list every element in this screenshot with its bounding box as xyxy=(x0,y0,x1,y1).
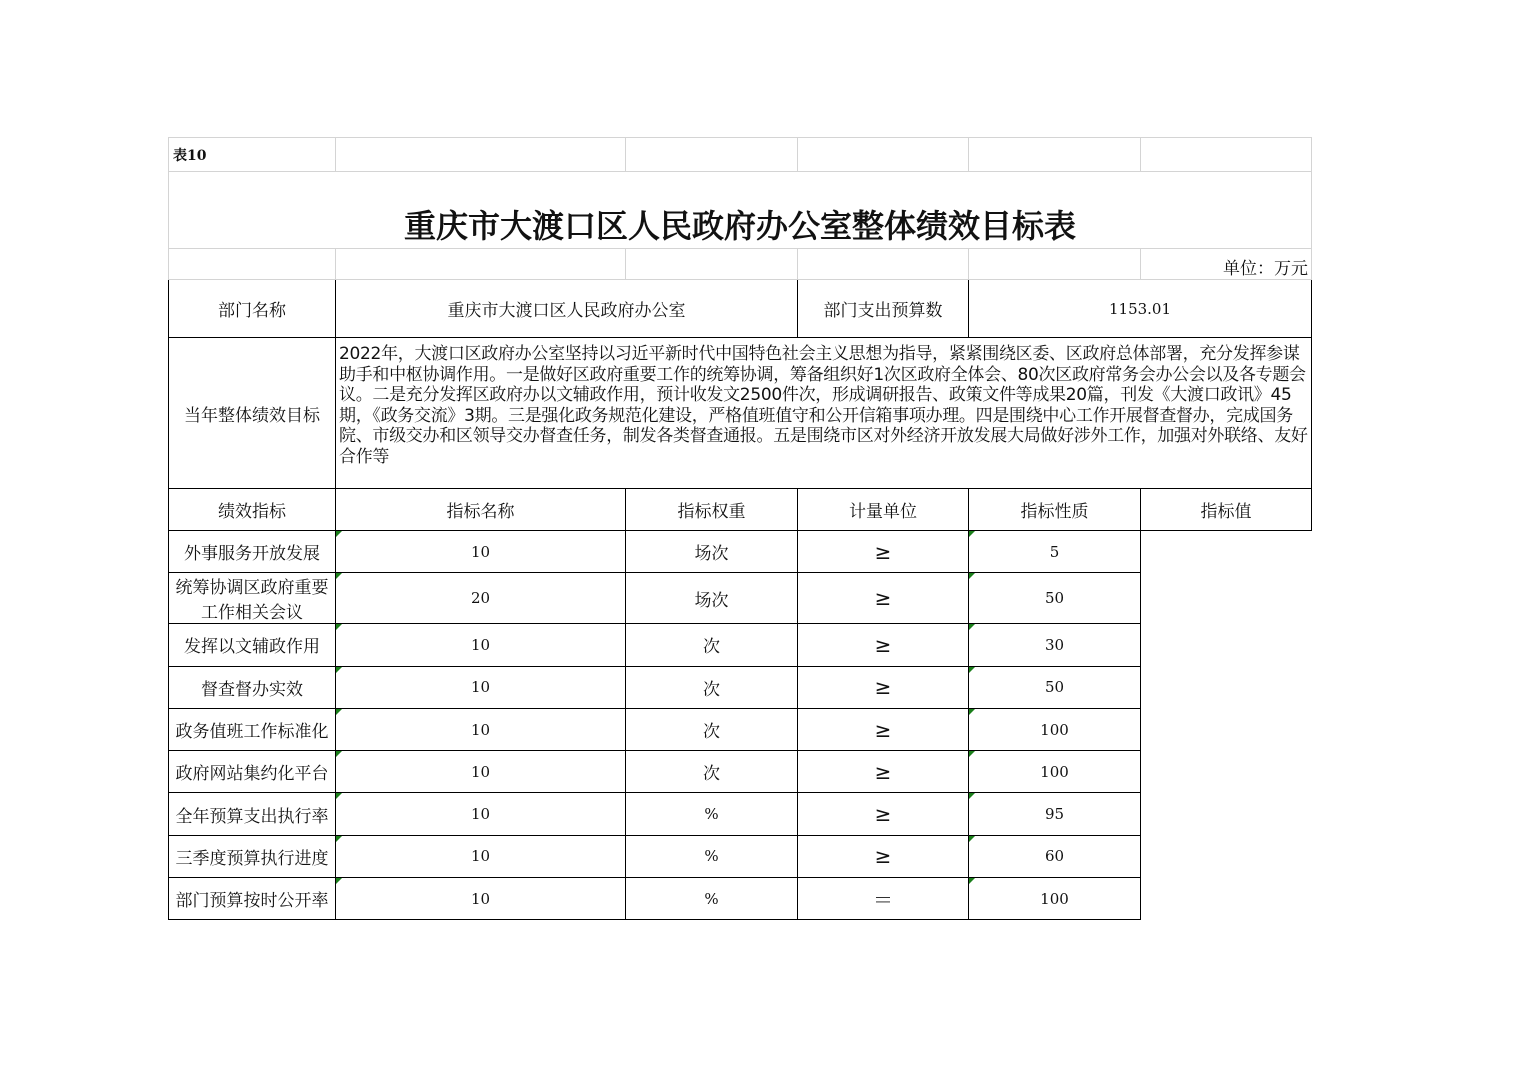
indicator-weight: 20 xyxy=(336,573,626,624)
indicator-nature: ≥ xyxy=(798,708,969,750)
indicator-unit: 次 xyxy=(626,708,798,750)
dept-name-label: 部门名称 xyxy=(169,280,336,338)
indicator-unit: 次 xyxy=(626,666,798,708)
indicator-unit: 次 xyxy=(626,751,798,793)
budget-label: 部门支出预算数 xyxy=(798,280,969,338)
indicator-value: 95 xyxy=(969,793,1141,835)
indicator-name: 统筹协调区政府重要工作相关会议 xyxy=(169,573,336,624)
indicator-name: 政府网站集约化平台 xyxy=(169,751,336,793)
indicator-name: 部门预算按时公开率 xyxy=(169,878,336,920)
header-nature: 指标性质 xyxy=(969,489,1141,531)
indicator-name: 外事服务开放发展 xyxy=(169,531,336,573)
indicator-value: 30 xyxy=(969,624,1141,666)
performance-target-table xyxy=(168,137,1312,920)
budget-value: 1153.01 xyxy=(969,280,1312,338)
indicator-name: 督查督办实效 xyxy=(169,666,336,708)
indicator-nature: ＝ xyxy=(798,878,969,920)
indicator-weight: 10 xyxy=(336,624,626,666)
indicators-label: 绩效指标 xyxy=(169,489,336,531)
header-weight: 指标权重 xyxy=(626,489,798,531)
indicator-weight: 10 xyxy=(336,708,626,750)
dept-name-value: 重庆市大渡口区人民政府办公室 xyxy=(336,280,798,338)
indicator-value: 100 xyxy=(969,708,1141,750)
indicator-name: 全年预算支出执行率 xyxy=(169,793,336,835)
indicator-nature: ≥ xyxy=(798,751,969,793)
table-row xyxy=(169,793,1312,835)
unit-label: 单位：万元 xyxy=(1141,249,1312,280)
indicator-value: 50 xyxy=(969,573,1141,624)
table-row xyxy=(169,751,1312,793)
indicator-unit: 场次 xyxy=(626,531,798,573)
indicator-weight: 10 xyxy=(336,835,626,877)
indicator-weight: 10 xyxy=(336,531,626,573)
header-value: 指标值 xyxy=(1141,489,1312,531)
indicator-value: 5 xyxy=(969,531,1141,573)
indicator-value: 100 xyxy=(969,751,1141,793)
indicator-name: 三季度预算执行进度 xyxy=(169,835,336,877)
indicator-name: 发挥以文辅政作用 xyxy=(169,624,336,666)
table-row xyxy=(169,531,1312,573)
indicator-nature: ≥ xyxy=(798,624,969,666)
goal-label: 当年整体绩效目标 xyxy=(169,338,336,489)
header-name: 指标名称 xyxy=(336,489,626,531)
indicator-value: 50 xyxy=(969,666,1141,708)
indicator-weight: 10 xyxy=(336,666,626,708)
indicator-unit: % xyxy=(626,793,798,835)
goal-text: 2022年，大渡口区政府办公室坚持以习近平新时代中国特色社会主义思想为指导，紧紧围绕区委、区政府总体部署，充分发挥参谋助手和中枢协调作用。一是做好区政府重要工作的统筹协调，筹备组织好1次区政府全体会、80次区政府常务会办公会以及各专题会议。二是充分发挥区政府办以文辅政作用，预计收发文2500件次，形成调研报告、政策文件等成果20篇，刊发《大渡口政讯》45期，《政务交流》3期。三是强化政务规范化建设，严格值班值守和公开信箱事项办理。四是围绕中心工作开展督查督办，完成国务院、市级交办和区领导交办督查任务，制发各类督查通报。五是围绕市区对外经济开放发展大局做好涉外工作，加强对外联络、友好合作等 xyxy=(336,338,1312,489)
indicator-weight: 10 xyxy=(336,793,626,835)
indicator-weight: 10 xyxy=(336,878,626,920)
indicator-unit: % xyxy=(626,878,798,920)
indicator-weight: 10 xyxy=(336,751,626,793)
table-row xyxy=(169,573,1312,624)
table-row xyxy=(169,666,1312,708)
indicator-nature: ≥ xyxy=(798,573,969,624)
indicator-name: 政务值班工作标准化 xyxy=(169,708,336,750)
header-unit: 计量单位 xyxy=(798,489,969,531)
indicator-unit: % xyxy=(626,835,798,877)
indicator-value: 60 xyxy=(969,835,1141,877)
table-row xyxy=(169,878,1312,920)
table-row xyxy=(169,624,1312,666)
table-number: 表10 xyxy=(169,138,336,172)
indicator-unit: 次 xyxy=(626,624,798,666)
indicator-nature: ≥ xyxy=(798,531,969,573)
indicator-unit: 场次 xyxy=(626,573,798,624)
page-title: 重庆市大渡口区人民政府办公室整体绩效目标表 xyxy=(169,172,1312,249)
indicator-nature: ≥ xyxy=(798,666,969,708)
table-row xyxy=(169,835,1312,877)
indicator-nature: ≥ xyxy=(798,793,969,835)
indicator-nature: ≥ xyxy=(798,835,969,877)
indicator-value: 100 xyxy=(969,878,1141,920)
table-row xyxy=(169,708,1312,750)
